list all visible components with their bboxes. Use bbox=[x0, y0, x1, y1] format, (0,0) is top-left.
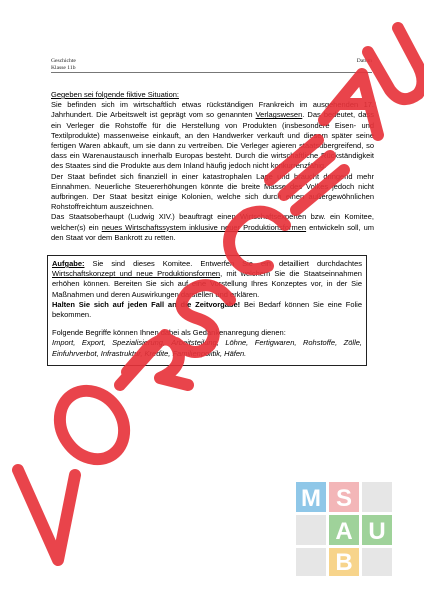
intro-p3-text-a: Das Staatsoberhaupt (Ludwig XIV.) beauftragt einen Wirtschaftsexperten bzw. ein Komitee, welcher(s) ein bbox=[51, 212, 374, 232]
watermark-letter-o bbox=[47, 378, 137, 471]
task-paragraph bbox=[52, 259, 362, 300]
task-box bbox=[47, 255, 367, 366]
logo-letter-a: A bbox=[335, 518, 353, 545]
intro-section bbox=[51, 90, 374, 243]
intro-paragraph-3 bbox=[51, 212, 374, 243]
logo-tile-4 bbox=[296, 515, 326, 545]
task-label: Aufgabe: bbox=[52, 259, 85, 268]
terms-intro: Folgende Begriffe können Ihnen dabei als Gedankenanregung dienen: bbox=[52, 328, 286, 338]
task-text-b: , mit welchem Sie die Staatseinnahmen erhöhen können. Bereiten Sie sich auf eine Vorstellung Ihres Konzeptes vor, in der Sie Maßnahmen und deren Auswirkungen darstellen und erklären. bbox=[52, 269, 362, 299]
intro-p1-text-a: Sie befinden sich im wirtschaftlich etwas rückständigen Frankreich im ausgehenden 17. Jahrhundert. Die Arbeitswelt ist geprägt vom so genannten bbox=[51, 100, 374, 120]
logo-letter-s: S bbox=[335, 485, 353, 512]
task-text-a: Sie sind dieses Komitee. Entwerfen Sie ein detailliert durchdachtes bbox=[84, 259, 362, 268]
watermark-letter-v bbox=[18, 470, 75, 560]
logo-letter-m: M bbox=[301, 485, 321, 512]
logo-tile-9 bbox=[362, 548, 392, 576]
class-label: Klasse 11b bbox=[51, 65, 76, 71]
spacer bbox=[52, 320, 362, 328]
term-wirtschaftskonzept: Wirtschaftskonzept und neue Produktionsformen bbox=[52, 269, 221, 279]
time-notice: Halten Sie sich auf jeden Fall an die Zeitvorgabe! bbox=[52, 299, 241, 309]
intro-heading: Gegeben sei folgende fiktive Situation: bbox=[51, 90, 180, 99]
term-verlagswesen: Verlagswesen bbox=[255, 110, 303, 120]
logo-letter-b: B bbox=[335, 549, 353, 576]
task-text-c: Bei Bedarf können Sie eine Folie bekommen. bbox=[52, 299, 362, 320]
logo-letter-u: U bbox=[368, 518, 386, 545]
watermark-letter-u bbox=[368, 28, 423, 99]
subject-label: Geschichte bbox=[51, 58, 76, 64]
intro-paragraph-1 bbox=[51, 100, 374, 171]
header-left bbox=[51, 58, 76, 72]
intro-p3-text-b: entwickeln soll, um den Staat vor dem Bankrott zu retten. bbox=[51, 222, 374, 242]
date-label: Datum bbox=[356, 58, 372, 64]
header-divider bbox=[51, 72, 372, 73]
terms-list: Import, Export, Spezialisierung, Arbeitsteilung, Löhne, Fertigwaren, Rohstoffe, Zölle, Einfuhrverbot, Infrastruktur, Kredite, Familienpolitik, Häfen. bbox=[52, 338, 362, 358]
intro-p1-text-b: . Das bedeutet, dass ein Verleger die Rohstoffe für die Herstellung von Produkten (insbesondere Eisen- und Textilprodukte) massenweise einkauft, an den Handwerker verkauft und diesem später seine fertigen Waren abkauft, um sie dann zu vertreiben. Die Verleger agieren staatsübergreifend, so dass ein Warenaustausch innerhalb Europas besteht. Durch die wirtschaftliche Rückständigkeit des Staates sind die Produkte aus dem Inland häufig jedoch nicht konkurrenzfähig. bbox=[51, 110, 374, 171]
intro-paragraph-2: Der Staat befindet sich finanziell in einer katastrophalen Lage und braucht dringend mehr Einnahmen. Neuerliche Steuererhöhungen könnte die breite Masse des Volkes jedoch nicht aufbringen. Der Staat besitzt einige Kolonien, welche sich durch einen außergewöhnlichen Rohstoffreichtum auszeichnen. bbox=[51, 171, 374, 212]
logo-tile-3 bbox=[362, 482, 392, 512]
logo-mosaic bbox=[294, 480, 394, 578]
logo-tile-7 bbox=[296, 548, 326, 576]
task-notice bbox=[52, 300, 362, 320]
term-wirtschaftssystem: neues Wirtschaftssystem inklusive neuer Produktionsformen bbox=[101, 222, 307, 232]
